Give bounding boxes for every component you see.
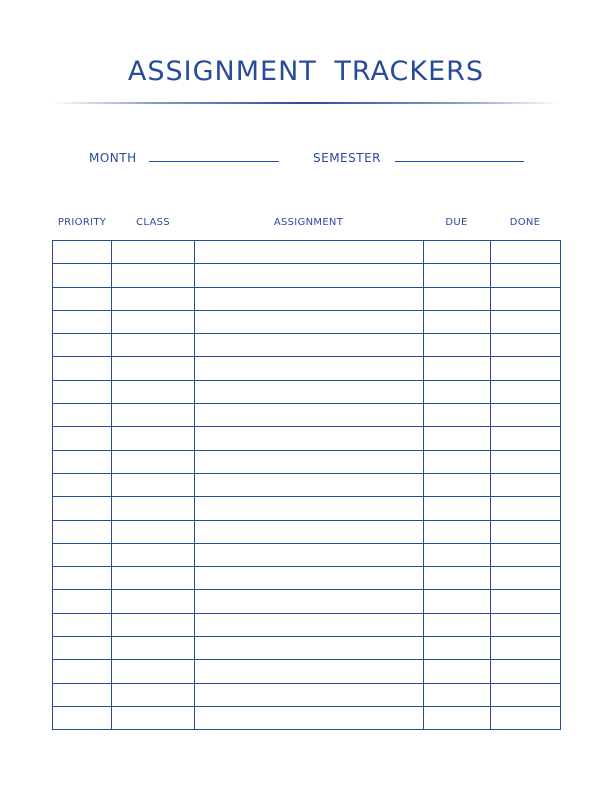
- cell-due[interactable]: [424, 380, 491, 403]
- cell-due[interactable]: [424, 543, 491, 566]
- assignment-table-body: [53, 241, 561, 730]
- cell-class[interactable]: [112, 706, 195, 729]
- column-header-due: DUE: [445, 217, 468, 228]
- cell-priority[interactable]: [53, 613, 112, 636]
- cell-class[interactable]: [112, 380, 195, 403]
- semester-field[interactable]: [395, 161, 524, 162]
- table-row: [53, 660, 561, 683]
- table-row: [53, 380, 561, 403]
- cell-due[interactable]: [424, 706, 491, 729]
- cell-due[interactable]: [424, 427, 491, 450]
- cell-due[interactable]: [424, 473, 491, 496]
- table-row: [53, 683, 561, 706]
- cell-assignment[interactable]: [195, 543, 424, 566]
- table-row: [53, 334, 561, 357]
- cell-done[interactable]: [491, 334, 561, 357]
- cell-assignment[interactable]: [195, 497, 424, 520]
- cell-due[interactable]: [424, 241, 491, 264]
- table-row: [53, 287, 561, 310]
- table-row: [53, 357, 561, 380]
- cell-assignment[interactable]: [195, 637, 424, 660]
- cell-priority[interactable]: [53, 334, 112, 357]
- title-divider: [52, 102, 560, 104]
- cell-class[interactable]: [112, 264, 195, 287]
- cell-class[interactable]: [112, 450, 195, 473]
- cell-priority[interactable]: [53, 543, 112, 566]
- assignment-table: [52, 240, 561, 730]
- table-row: [53, 450, 561, 473]
- cell-due[interactable]: [424, 497, 491, 520]
- month-field[interactable]: [149, 161, 279, 162]
- month-label: MONTH: [89, 151, 137, 165]
- column-header-priority: PRIORITY: [57, 217, 107, 228]
- cell-class[interactable]: [112, 473, 195, 496]
- cell-done[interactable]: [491, 427, 561, 450]
- cell-class[interactable]: [112, 637, 195, 660]
- cell-class[interactable]: [112, 590, 195, 613]
- cell-done[interactable]: [491, 520, 561, 543]
- cell-assignment[interactable]: [195, 264, 424, 287]
- cell-done[interactable]: [491, 613, 561, 636]
- cell-due[interactable]: [424, 660, 491, 683]
- column-header-done: DONE: [509, 217, 541, 228]
- cell-assignment[interactable]: [195, 450, 424, 473]
- cell-assignment[interactable]: [195, 287, 424, 310]
- cell-class[interactable]: [112, 497, 195, 520]
- cell-class[interactable]: [112, 287, 195, 310]
- cell-done[interactable]: [491, 567, 561, 590]
- cell-assignment[interactable]: [195, 380, 424, 403]
- table-row: [53, 310, 561, 333]
- table-row: [53, 567, 561, 590]
- cell-due[interactable]: [424, 613, 491, 636]
- cell-priority[interactable]: [53, 706, 112, 729]
- cell-priority[interactable]: [53, 310, 112, 333]
- cell-done[interactable]: [491, 543, 561, 566]
- cell-priority[interactable]: [53, 683, 112, 706]
- cell-due[interactable]: [424, 590, 491, 613]
- cell-priority[interactable]: [53, 637, 112, 660]
- cell-assignment[interactable]: [195, 520, 424, 543]
- cell-assignment[interactable]: [195, 310, 424, 333]
- table-row: [53, 427, 561, 450]
- cell-class[interactable]: [112, 310, 195, 333]
- cell-class[interactable]: [112, 427, 195, 450]
- cell-done[interactable]: [491, 264, 561, 287]
- cell-priority[interactable]: [53, 241, 112, 264]
- cell-done[interactable]: [491, 357, 561, 380]
- cell-done[interactable]: [491, 683, 561, 706]
- cell-assignment[interactable]: [195, 334, 424, 357]
- cell-assignment[interactable]: [195, 683, 424, 706]
- cell-class[interactable]: [112, 241, 195, 264]
- table-row: [53, 241, 561, 264]
- cell-done[interactable]: [491, 310, 561, 333]
- cell-done[interactable]: [491, 497, 561, 520]
- cell-done[interactable]: [491, 473, 561, 496]
- cell-assignment[interactable]: [195, 660, 424, 683]
- cell-done[interactable]: [491, 660, 561, 683]
- cell-done[interactable]: [491, 590, 561, 613]
- table-row: [53, 706, 561, 729]
- cell-priority[interactable]: [53, 380, 112, 403]
- table-row: [53, 473, 561, 496]
- cell-due[interactable]: [424, 264, 491, 287]
- cell-due[interactable]: [424, 357, 491, 380]
- cell-class[interactable]: [112, 357, 195, 380]
- cell-priority[interactable]: [53, 264, 112, 287]
- cell-assignment[interactable]: [195, 427, 424, 450]
- cell-priority[interactable]: [53, 520, 112, 543]
- cell-done[interactable]: [491, 404, 561, 427]
- cell-priority[interactable]: [53, 473, 112, 496]
- cell-done[interactable]: [491, 380, 561, 403]
- cell-due[interactable]: [424, 450, 491, 473]
- table-row: [53, 613, 561, 636]
- cell-class[interactable]: [112, 567, 195, 590]
- cell-priority[interactable]: [53, 660, 112, 683]
- cell-class[interactable]: [112, 520, 195, 543]
- cell-assignment[interactable]: [195, 706, 424, 729]
- cell-class[interactable]: [112, 404, 195, 427]
- table-row: [53, 497, 561, 520]
- cell-due[interactable]: [424, 637, 491, 660]
- table-row: [53, 404, 561, 427]
- column-header-assignment: ASSIGNMENT: [273, 217, 344, 228]
- cell-class[interactable]: [112, 334, 195, 357]
- cell-done[interactable]: [491, 450, 561, 473]
- cell-assignment[interactable]: [195, 404, 424, 427]
- table-row: [53, 264, 561, 287]
- cell-assignment[interactable]: [195, 590, 424, 613]
- cell-class[interactable]: [112, 613, 195, 636]
- cell-priority[interactable]: [53, 497, 112, 520]
- cell-due[interactable]: [424, 404, 491, 427]
- cell-due[interactable]: [424, 683, 491, 706]
- cell-priority[interactable]: [53, 567, 112, 590]
- cell-assignment[interactable]: [195, 613, 424, 636]
- cell-due[interactable]: [424, 310, 491, 333]
- cell-priority[interactable]: [53, 450, 112, 473]
- cell-due[interactable]: [424, 287, 491, 310]
- column-header-class: CLASS: [136, 217, 170, 228]
- cell-done[interactable]: [491, 706, 561, 729]
- table-row: [53, 543, 561, 566]
- cell-assignment[interactable]: [195, 567, 424, 590]
- cell-done[interactable]: [491, 637, 561, 660]
- cell-done[interactable]: [491, 287, 561, 310]
- cell-priority[interactable]: [53, 590, 112, 613]
- cell-assignment[interactable]: [195, 241, 424, 264]
- cell-assignment[interactable]: [195, 473, 424, 496]
- cell-priority[interactable]: [53, 357, 112, 380]
- table-row: [53, 590, 561, 613]
- table-row: [53, 637, 561, 660]
- table-row: [53, 520, 561, 543]
- cell-class[interactable]: [112, 660, 195, 683]
- cell-due[interactable]: [424, 520, 491, 543]
- cell-done[interactable]: [491, 241, 561, 264]
- cell-class[interactable]: [112, 543, 195, 566]
- cell-priority[interactable]: [53, 287, 112, 310]
- cell-due[interactable]: [424, 334, 491, 357]
- cell-class[interactable]: [112, 683, 195, 706]
- semester-label: SEMESTER: [313, 151, 382, 165]
- cell-priority[interactable]: [53, 404, 112, 427]
- cell-due[interactable]: [424, 567, 491, 590]
- cell-assignment[interactable]: [195, 357, 424, 380]
- cell-priority[interactable]: [53, 427, 112, 450]
- page-title: ASSIGNMENT TRACKERS: [127, 56, 485, 87]
